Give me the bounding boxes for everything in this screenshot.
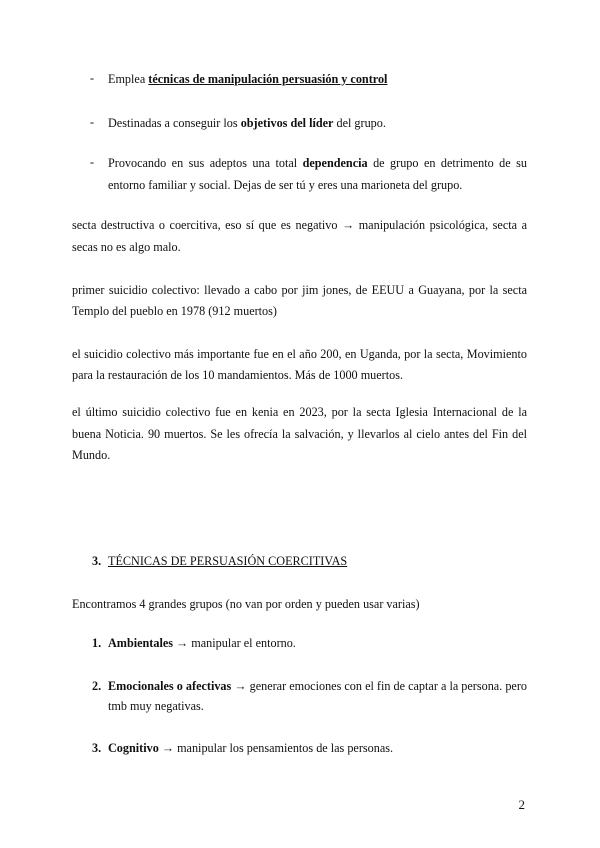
paragraph-4-line-3: Mundo. — [72, 448, 111, 462]
bullet-marker: - — [90, 115, 95, 129]
bullet-2-emphasis: objetivos del líder — [240, 116, 334, 130]
intro-text: Encontramos 4 grandes grupos (no van por orden y pueden usar varias) — [72, 597, 420, 611]
page-number: 2 — [518, 797, 525, 812]
bullet-1-text: Emplea — [108, 72, 149, 86]
paragraph-2-line-2: Templo del pueblo en 1978 (912 muertos) — [72, 304, 277, 318]
group-2-title: Emocionales o afectivas — [108, 679, 232, 693]
bullet-1-emphasis: técnicas de manipulación persuasión y control — [148, 72, 388, 86]
group-2-number: 2. — [92, 679, 102, 693]
section-number: 3. — [92, 554, 102, 568]
bullet-marker: - — [90, 155, 95, 169]
bullet-3-text: Provocando en sus adeptos una total — [108, 156, 303, 170]
bullet-2 — [108, 115, 386, 131]
bullet-3 — [108, 155, 527, 171]
bullet-2-text: Destinadas a conseguir los — [108, 116, 241, 130]
group-3-title: Cognitivo — [108, 741, 159, 755]
paragraph-4-line-1: el último suicidio colectivo fue en kenia en 2023, por la secta Iglesia Internacional de la — [72, 405, 527, 419]
paragraph-1-line-1: secta destructiva o coercitiva, eso sí que es negativo → manipulación psicológica, secta a — [72, 218, 527, 232]
paragraph-1-line-2: secas no es algo malo. — [72, 240, 181, 254]
group-3 — [108, 740, 393, 756]
bullet-2-tail: del grupo. — [333, 116, 386, 130]
group-1-number: 1. — [92, 636, 102, 650]
bullet-marker: - — [90, 71, 95, 85]
group-2 — [108, 678, 527, 694]
group-2-line-2: tmb muy negativas. — [108, 699, 204, 713]
bullet-3-emphasis: dependencia — [302, 156, 368, 170]
bullet-3-tail: de grupo en detrimento de su — [367, 156, 527, 170]
paragraph-3-line-1: el suicidio colectivo más importante fue en el año 200, en Uganda, por la secta, Movimiento — [72, 347, 527, 361]
paragraph-4-line-2: buena Noticia. 90 muertos. Se les ofrecía la salvación, y llevarlos al cielo antes del Fin del — [72, 427, 527, 441]
section-title: TÉCNICAS DE PERSUASIÓN COERCITIVAS — [108, 554, 348, 568]
group-1-text: → manipular el entorno. — [173, 636, 296, 650]
bullet-1 — [108, 71, 387, 87]
paragraph-2-line-1: primer suicidio colectivo: llevado a cabo por jim jones, de EEUU a Guayana, por la secta — [72, 283, 527, 297]
group-1 — [108, 635, 296, 651]
group-3-text: → manipular los pensamientos de las personas. — [158, 741, 394, 755]
group-2-text: → generar emociones con el fin de captar a la persona. pero — [231, 679, 527, 693]
bullet-3-line-2: entorno familiar y social. Dejas de ser tú y eres una marioneta del grupo. — [108, 178, 463, 192]
paragraph-3-line-2: para la restauración de los 10 mandamientos. Más de 1000 muertos. — [72, 368, 404, 382]
group-3-number: 3. — [92, 741, 102, 755]
group-1-title: Ambientales — [108, 636, 173, 650]
